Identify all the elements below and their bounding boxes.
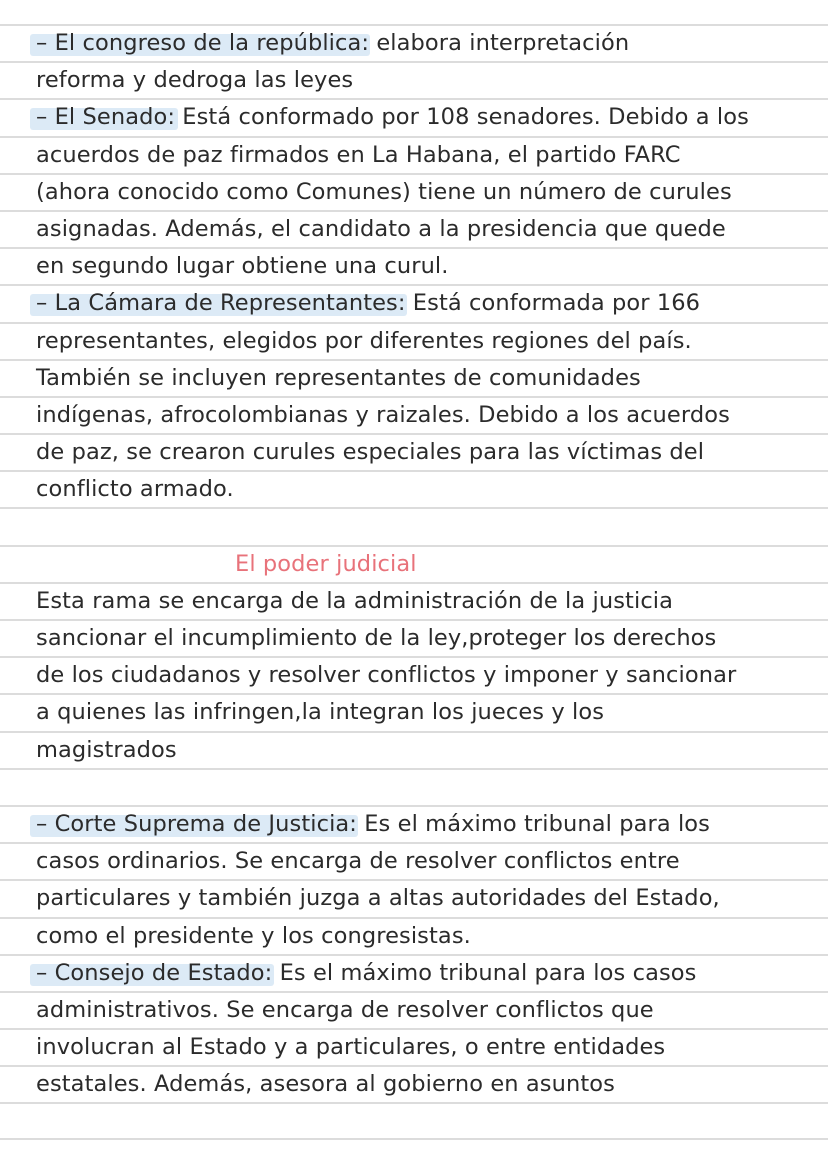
ruled-line <box>0 359 828 396</box>
ruled-line <box>0 805 828 842</box>
note-text: sancionar el incumplimiento de la ley,proteger los derechos <box>36 625 717 651</box>
ruled-line <box>0 247 828 284</box>
ruled-line <box>0 433 828 470</box>
ruled-line <box>0 322 828 359</box>
ruled-line <box>0 842 828 879</box>
note-text: involucran al Estado y a particulares, o entre entidades <box>36 1034 666 1061</box>
note-text: representantes, elegidos por diferentes regiones del país. <box>36 327 692 354</box>
note-text: magistrados <box>36 736 177 763</box>
ruled-line <box>0 954 828 991</box>
ruled-line <box>0 1028 828 1065</box>
ruled-line <box>0 768 828 805</box>
notebook-page <box>0 24 828 1140</box>
note-text: de paz, se crearon curules especiales para las víctimas del <box>36 439 705 466</box>
ruled-line <box>0 24 828 61</box>
ruled-line <box>0 1065 828 1102</box>
ruled-line <box>0 470 828 507</box>
ruled-line <box>0 396 828 433</box>
ruled-line <box>0 98 828 135</box>
note-text: acuerdos de paz firmados en La Habana, el partido FARC <box>36 141 681 168</box>
note-text: – Corte Suprema de Justicia: Es el máximo tribunal para los <box>36 810 711 837</box>
note-text: administrativos. Se encarga de resolver conflictos que <box>36 996 654 1023</box>
note-text: Esta rama se encarga de la administración de la justicia <box>36 587 674 614</box>
ruled-line <box>0 991 828 1028</box>
note-text: conflicto armado. <box>36 476 234 503</box>
note-text: (ahora conocido como Comunes) tiene un número de curules <box>36 178 732 205</box>
note-text: – La Cámara de Representantes: Está conformada por 166 <box>36 290 701 317</box>
ruled-line <box>0 173 828 210</box>
ruled-line <box>0 136 828 173</box>
ruled-line <box>0 917 828 954</box>
ruled-line <box>0 284 828 321</box>
note-text: como el presidente y los congresistas. <box>36 922 471 949</box>
note-text: en segundo lugar obtiene una curul. <box>36 253 449 280</box>
section-title-row <box>0 545 828 582</box>
ruled-line <box>0 1102 828 1139</box>
note-text: casos ordinarios. Se encarga de resolver conflictos entre <box>36 848 680 875</box>
ruled-line <box>0 210 828 247</box>
ruled-line <box>0 61 828 98</box>
note-text: de los ciudadanos y resolver conflictos y imponer y sancionar <box>36 662 737 689</box>
note-text: – Consejo de Estado: Es el máximo tribunal para los casos <box>36 959 697 986</box>
ruled-line <box>0 582 828 619</box>
ruled-line <box>0 731 828 768</box>
ruled-line <box>0 619 828 656</box>
note-text: estatales. Además, asesora al gobierno en asuntos <box>36 1071 615 1098</box>
note-text: a quienes las infringen,la integran los jueces y los <box>36 699 605 726</box>
ruled-line <box>0 693 828 730</box>
note-text: – El congreso de la república: elabora interpretación <box>36 30 630 56</box>
ruled-line <box>0 879 828 916</box>
note-text: asignadas. Además, el candidato a la presidencia que quede <box>36 215 726 242</box>
section-title: El poder judicial <box>235 550 417 577</box>
note-text: reforma y dedroga las leyes <box>36 67 354 94</box>
ruled-line <box>0 656 828 693</box>
note-text: indígenas, afrocolombianas y raizales. Debido a los acuerdos <box>36 401 730 428</box>
note-text: También se incluyen representantes de comunidades <box>36 364 641 391</box>
ruled-line <box>0 507 828 544</box>
note-text: particulares y también juzga a altas autoridades del Estado, <box>36 885 720 912</box>
note-text: – El Senado: Está conformado por 108 senadores. Debido a los <box>36 104 749 131</box>
